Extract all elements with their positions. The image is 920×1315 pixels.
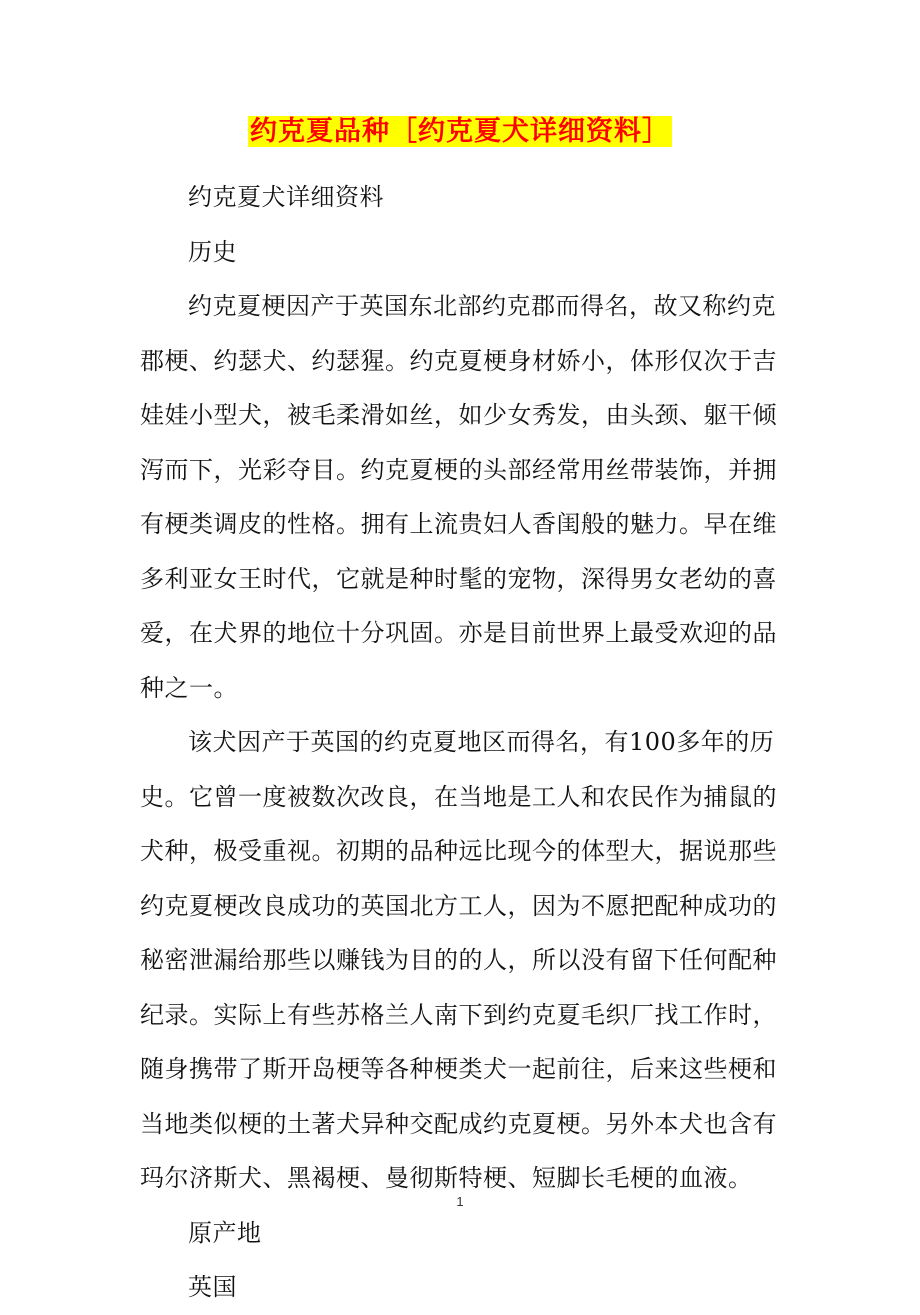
document-title: 约克夏品种［约克夏犬详细资料］: [250, 116, 670, 147]
history-paragraph-1: 约克夏梗因产于英国东北部约克郡而得名，故又称约克郡梗、约瑟犬、约瑟猩。约克夏梗身材娇小，体形仅次于吉娃娃小型犬，被毛柔滑如丝，如少女秀发，由头颈、躯干倾泻而下，光彩夺目。约克夏梗的头部经常用丝带装饰，并拥有梗类调皮的性格。拥有上流贵妇人香闺般的魅力。早在维多利亚女王时代，它就是种时髦的宠物，深得男女老幼的喜爱，在犬界的地位十分巩固。亦是目前世界上最受欢迎的品种之一。: [140, 292, 777, 702]
page-number: 1: [456, 1194, 464, 1209]
document-body: [140, 170, 792, 1315]
section-heading-details: 约克夏犬详细资料: [188, 183, 384, 211]
section-heading-origin: 原产地: [188, 1218, 262, 1247]
section-heading-history: 历史: [188, 237, 237, 266]
document-title-block: [0, 112, 920, 152]
origin-value: 英国: [188, 1273, 237, 1301]
history-paragraph-2: 该犬因产于英国的约克夏地区而得名，有100多年的历史。它曾一度被数次改良，在当地是工人和农民作为捕鼠的犬种，极受重视。初期的品种远比现今的体型大，据说那些约克夏梗改良成功的英国北方工人，因为不愿把配种成功的秘密泄漏给那些以赚钱为目的的人，所以没有留下任何配种纪录。实际上有些苏格兰人南下到约克夏毛织厂找工作时，随身携带了斯开岛梗等各种梗类犬一起前往，后来这些梗和当地类似梗的土著犬异种交配成约克夏梗。另外本犬也含有玛尔济斯犬、黑褐梗、曼彻斯特梗、短脚长毛梗的血液。: [140, 728, 777, 1192]
